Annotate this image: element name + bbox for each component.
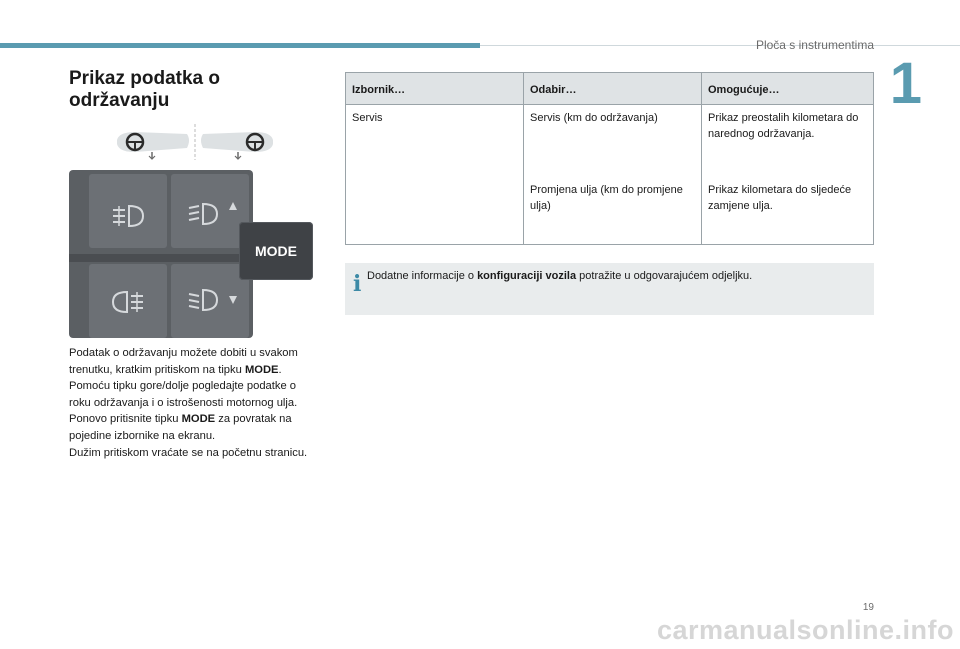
steering-wheel-illustration bbox=[115, 122, 275, 162]
body-p3-bold: MODE bbox=[181, 413, 216, 426]
chapter-number: 1 bbox=[889, 51, 922, 116]
header-rule bbox=[480, 45, 960, 46]
rear-fog-button bbox=[89, 264, 167, 338]
table-cell-selection: Promjena ulja (km do promjene ulja) bbox=[524, 177, 702, 245]
body-p1: Podatak o održavanju možete dobiti u svakom trenutku, kratkim pritiskom na tipku bbox=[69, 347, 298, 376]
headlamp-down-button bbox=[171, 264, 249, 338]
body-p2: Pomoću tipku gore/dolje pogledajte podatke o roku održavanja i o istrošenosti motornog ulja. bbox=[69, 380, 298, 409]
steering-wheel-icon bbox=[117, 132, 189, 159]
page-number: 19 bbox=[862, 602, 874, 613]
note-text-end: potražite u odgovarajućem odjeljku. bbox=[576, 270, 753, 282]
watermark: carmanualsonline.info bbox=[656, 615, 954, 645]
steering-wheel-icon bbox=[201, 132, 273, 159]
table-header-enables: Omogućuje… bbox=[702, 73, 874, 105]
table-cell-menu: Servis bbox=[346, 105, 524, 245]
info-note bbox=[345, 263, 874, 315]
body-p1-bold: MODE bbox=[244, 363, 279, 376]
headlamp-up-button bbox=[171, 174, 249, 248]
front-fog-light-icon bbox=[89, 174, 167, 248]
front-fog-button bbox=[89, 174, 167, 248]
mode-button: MODE bbox=[239, 222, 313, 280]
table-cell-enables: Prikaz preostalih kilometara do narednog održavanja. bbox=[702, 105, 874, 178]
header-accent-bar bbox=[0, 43, 480, 48]
section-title: Ploča s instrumentima bbox=[755, 38, 874, 52]
note-text-bold: konfiguraciji vozila bbox=[477, 270, 577, 282]
rear-fog-light-icon bbox=[89, 264, 167, 338]
maintenance-table bbox=[345, 72, 874, 245]
table-cell-selection: Servis (km do održavanja) bbox=[524, 105, 702, 178]
body-p4: Dužim pritiskom vraćate se na početnu stranicu. bbox=[69, 446, 308, 459]
body-p3: Ponovo pritisnite tipku bbox=[69, 413, 182, 426]
note-text bbox=[367, 270, 752, 282]
table-cell-enables: Prikaz kilometara do sljedeće zamjene ulja. bbox=[702, 177, 874, 245]
table-header-selection: Odabir… bbox=[524, 73, 702, 105]
body-text bbox=[69, 345, 319, 461]
headlamp-adjust-up-icon bbox=[171, 174, 249, 248]
control-panel-image bbox=[69, 170, 253, 338]
page-title: Prikaz podatka o održavanju bbox=[69, 68, 220, 111]
headlamp-adjust-down-icon bbox=[171, 264, 249, 338]
table-header-menu: Izbornik… bbox=[346, 73, 524, 105]
body-p1-end: . bbox=[278, 363, 282, 376]
table-row bbox=[346, 105, 874, 178]
note-text-start: Dodatne informacije o bbox=[367, 270, 478, 282]
body-p3-end: za povratak na pojedine izbornike na ekranu. bbox=[69, 413, 292, 442]
panel-divider bbox=[69, 254, 253, 262]
info-icon: i bbox=[353, 271, 362, 297]
